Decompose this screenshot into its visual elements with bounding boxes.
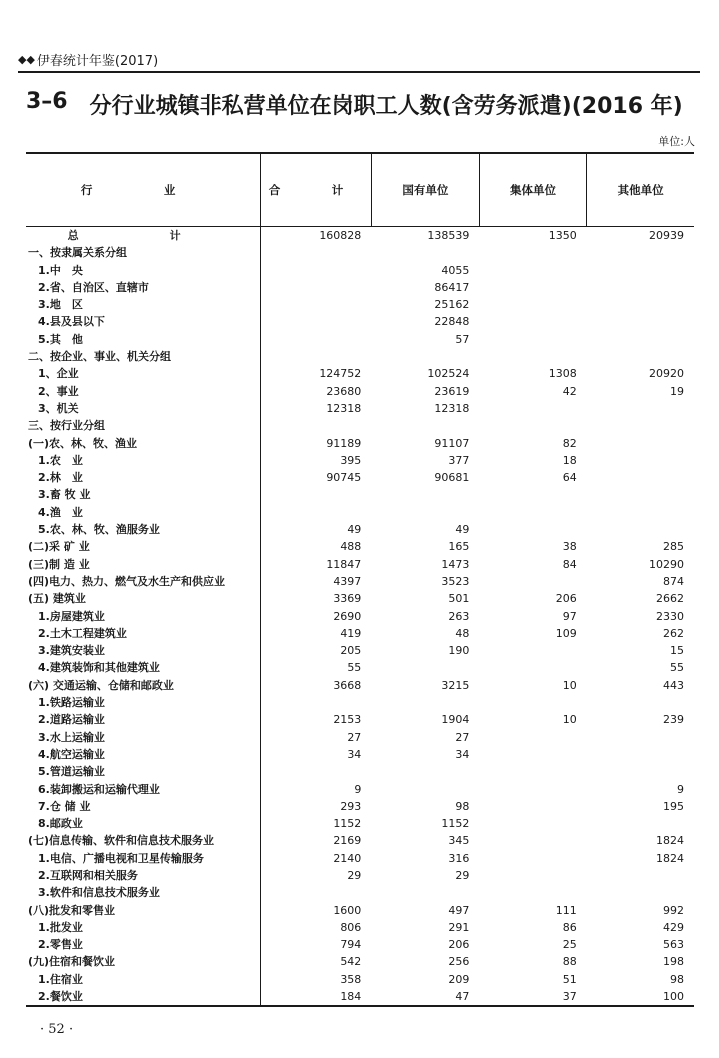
row-label: (五) 建筑业 [26,590,261,607]
row-label: (一)农、林、牧、渔业 [26,435,261,452]
cell-collective: 1350 [548,229,577,242]
table-row [26,365,694,382]
cell-state: 291 [448,920,470,934]
row-label: 一、按隶属关系分组 [26,244,261,261]
cell-total [261,763,372,780]
cell-collective [479,573,586,590]
col-header-collective: 集体单位 [479,153,586,227]
table-row [26,435,694,452]
cell-total: 2169 [333,834,362,848]
cell-total: 794 [340,938,362,952]
book-title: 伊春统计年鉴(2017) [36,54,159,69]
cell-state: 190 [448,644,470,658]
row-label: 1.中 央 [26,262,261,279]
cell-state: 29 [455,868,470,882]
row-label: 总 计 [26,227,261,245]
cell-total: 23680 [326,384,362,398]
col-header-state: 国有单位 [371,153,479,227]
header-rule [18,71,700,73]
cell-other: 443 [663,678,684,692]
cell-total: 3668 [333,678,362,692]
cell-collective [479,659,586,676]
cell-other [587,746,694,763]
cell-state [371,694,479,711]
cell-collective [479,798,586,815]
cell-collective [479,262,586,279]
cell-other [587,262,694,279]
cell-other: 992 [663,903,684,917]
table-row [26,279,694,296]
cell-collective [479,348,586,365]
cell-state: 316 [448,851,470,865]
cell-state: 377 [448,453,470,467]
cell-collective [479,815,586,832]
cell-total: 49 [347,523,362,537]
running-header [18,50,158,69]
cell-other: 1824 [656,851,684,865]
cell-total: 205 [340,644,362,658]
cell-other [587,815,694,832]
row-label: 3.软件和信息技术服务业 [26,884,261,901]
col-header-total: 合 计 [261,153,372,227]
cell-other [587,244,694,261]
cell-total: 395 [340,453,362,467]
cell-state: 12318 [434,401,470,415]
cell-other [587,435,694,452]
cell-state: 165 [448,540,470,554]
cell-collective [479,642,586,659]
row-label: 5.其 他 [26,331,261,348]
header-row [26,153,694,227]
cell-other: 2662 [656,592,684,606]
cell-total [261,244,372,261]
row-label: 三、按行业分组 [26,417,261,434]
cell-state: 263 [448,609,470,623]
table-row [26,694,694,711]
table-row [26,383,694,400]
cell-total: 11847 [326,557,362,571]
row-label: 1.电信、广播电视和卫星传输服务 [26,850,261,867]
cell-total [261,417,372,434]
cell-collective [479,781,586,798]
table-row [26,729,694,746]
cell-state: 34 [455,747,470,761]
table-row [26,262,694,279]
cell-state [371,781,479,798]
table-row [26,884,694,901]
cell-state [371,486,479,503]
row-label: 4.建筑装饰和其他建筑业 [26,659,261,676]
cell-collective: 86 [562,920,577,934]
table-row [26,988,694,1006]
cell-state: 209 [448,972,470,986]
cell-state: 48 [455,626,470,640]
cell-other [587,313,694,330]
cell-other [587,348,694,365]
col-header-other: 其他单位 [587,153,694,227]
cell-other [587,521,694,538]
cell-other [587,296,694,313]
table-row [26,331,694,348]
cell-collective: 42 [562,384,577,398]
cell-total [261,296,372,313]
page-number: · 52 · [40,1022,74,1037]
row-label: 3、机关 [26,400,261,417]
cell-state: 4055 [441,263,470,277]
cell-other [587,504,694,521]
cell-collective: 1308 [548,367,577,381]
cell-collective: 97 [562,609,577,623]
cell-collective [479,486,586,503]
row-label: 1.铁路运输业 [26,694,261,711]
cell-collective: 25 [562,938,577,952]
cell-collective: 206 [555,592,577,606]
cell-total: 91189 [326,436,362,450]
row-label: 2.互联网和相关服务 [26,867,261,884]
cell-collective [479,504,586,521]
table-row [26,313,694,330]
cell-other: 239 [663,713,684,727]
row-label: 4.航空运输业 [26,746,261,763]
table-row [26,659,694,676]
cell-total [261,331,372,348]
cell-collective [479,417,586,434]
col-header-industry: 行 业 [26,153,261,227]
cell-total [261,262,372,279]
cell-total: 2690 [333,609,362,623]
cell-collective: 64 [562,471,577,485]
cell-other: 20939 [649,229,684,242]
cell-state: 501 [448,592,470,606]
cell-total: 3369 [333,592,362,606]
cell-other [587,729,694,746]
table-row [26,642,694,659]
cell-state: 206 [448,938,470,952]
cell-collective [479,296,586,313]
cell-other [587,417,694,434]
row-label: 2.餐饮业 [26,988,261,1006]
table-row [26,815,694,832]
cell-collective: 37 [479,988,586,1006]
cell-total: 293 [340,799,362,813]
cell-other: 55 [670,661,684,675]
cell-other: 285 [663,540,684,554]
table-number: 3–6 [26,89,68,114]
cell-total [261,279,372,296]
cell-collective: 18 [562,453,577,467]
cell-state: 27 [455,730,470,744]
table-row [26,400,694,417]
cell-total [261,694,372,711]
table-row [26,244,694,261]
cell-collective: 109 [555,626,577,640]
cell-other: 19 [670,384,684,398]
row-label: (三)制 造 业 [26,556,261,573]
table-row [26,469,694,486]
table-row [26,608,694,625]
cell-collective: 82 [562,436,577,450]
table-row [26,746,694,763]
cell-total [261,884,372,901]
cell-total: 34 [347,747,362,761]
cell-collective [479,244,586,261]
cell-total: 9 [354,782,362,796]
row-label: 4.县及县以下 [26,313,261,330]
cell-collective [479,279,586,296]
cell-other [587,763,694,780]
cell-other: 20920 [649,367,684,381]
cell-state: 138539 [427,229,470,242]
cell-state [371,884,479,901]
cell-total [261,313,372,330]
cell-other: 98 [670,972,684,986]
cell-total: 4397 [333,574,362,588]
cell-total: 358 [340,972,362,986]
row-label: 3.地 区 [26,296,261,313]
cell-state: 345 [448,834,470,848]
cell-total [261,348,372,365]
table-row [26,850,694,867]
cell-collective: 10 [562,713,577,727]
cell-state: 3215 [441,678,470,692]
row-label: 2、事业 [26,383,261,400]
cell-collective: 51 [562,972,577,986]
row-label: 1.批发业 [26,919,261,936]
cell-collective [479,331,586,348]
table-row [26,452,694,469]
cell-total: 55 [347,661,362,675]
row-label: (二)采 矿 业 [26,538,261,555]
cell-state: 23619 [434,384,470,398]
row-label: (六) 交通运输、仓储和邮政业 [26,677,261,694]
cell-other: 1824 [656,834,684,848]
table-row [26,348,694,365]
row-label: 6.装卸搬运和运输代理业 [26,781,261,798]
table-row [26,867,694,884]
cell-total: 419 [340,626,362,640]
table-row [26,296,694,313]
table-title-text: 分行业城镇非私营单位在岗职工人数(含劳务派遣)(2016 年) [89,94,683,119]
cell-state: 49 [455,523,470,537]
cell-state: 47 [371,988,479,1006]
diamond-icon: ◆◆ [18,53,35,66]
cell-state: 1473 [441,557,470,571]
row-label: (七)信息传输、软件和信息技术服务业 [26,832,261,849]
row-label: 二、按企业、事业、机关分组 [26,348,261,365]
table-row [26,573,694,590]
row-label: 3.畜 牧 业 [26,486,261,503]
row-label: 8.邮政业 [26,815,261,832]
table-row [26,971,694,988]
cell-other: 198 [663,955,684,969]
cell-state: 497 [448,903,470,917]
cell-other [587,400,694,417]
cell-state: 25162 [434,298,470,312]
cell-other: 429 [663,920,684,934]
cell-other: 874 [663,574,684,588]
cell-state: 22848 [434,315,470,329]
unit-label: 单位:人 [658,135,695,148]
cell-total: 542 [340,955,362,969]
cell-state: 90681 [434,471,470,485]
cell-collective: 84 [562,557,577,571]
table-row [26,504,694,521]
cell-total: 488 [340,540,362,554]
cell-other [587,884,694,901]
row-label: (八)批发和零售业 [26,902,261,919]
table-row [26,590,694,607]
row-label: 5.农、林、牧、渔服务业 [26,521,261,538]
cell-collective: 38 [562,540,577,554]
table-body [26,227,694,1007]
table-row [26,486,694,503]
cell-total: 2140 [333,851,362,865]
row-label: 3.水上运输业 [26,729,261,746]
cell-state: 256 [448,955,470,969]
cell-other [587,694,694,711]
table-row [26,677,694,694]
row-label: 2.土木工程建筑业 [26,625,261,642]
cell-state: 57 [455,332,470,346]
cell-other [587,331,694,348]
cell-state: 91107 [434,436,470,450]
cell-collective [479,850,586,867]
cell-other: 15 [670,644,684,658]
cell-other [587,486,694,503]
cell-collective [479,832,586,849]
row-label: 2.零售业 [26,936,261,953]
cell-other: 100 [587,988,694,1006]
row-label: (四)电力、热力、燃气及水生产和供应业 [26,573,261,590]
cell-total: 124752 [319,367,362,381]
cell-other [587,452,694,469]
cell-state: 3523 [441,574,470,588]
cell-state: 86417 [434,280,470,294]
cell-total: 160828 [319,229,362,242]
row-label: 2.省、自治区、直辖市 [26,279,261,296]
cell-total: 2153 [333,713,362,727]
cell-state [371,348,479,365]
cell-state: 1152 [441,817,470,831]
table-row [26,538,694,555]
cell-collective [479,867,586,884]
table-row [26,936,694,953]
cell-collective [479,884,586,901]
cell-total: 29 [347,868,362,882]
cell-collective: 10 [562,678,577,692]
cell-total: 27 [347,730,362,744]
table-row [26,781,694,798]
table-row [26,625,694,642]
table-row [26,919,694,936]
cell-state [371,244,479,261]
cell-collective: 88 [562,955,577,969]
table-row [26,832,694,849]
cell-state [371,763,479,780]
cell-other [587,867,694,884]
row-label: 7.仓 储 业 [26,798,261,815]
cell-state: 102524 [427,367,470,381]
table-row [26,953,694,970]
cell-other [587,469,694,486]
row-label: (九)住宿和餐饮业 [26,953,261,970]
cell-total: 12318 [326,401,362,415]
cell-collective [479,763,586,780]
table-row [26,417,694,434]
cell-total: 90745 [326,471,362,485]
cell-other: 9 [677,782,684,796]
cell-other [587,279,694,296]
table-row [26,763,694,780]
row-label: 4.渔 业 [26,504,261,521]
cell-other: 563 [663,938,684,952]
row-label: 1、企业 [26,365,261,382]
table-row [26,798,694,815]
cell-total: 184 [261,988,372,1006]
cell-other: 195 [663,799,684,813]
cell-other: 10290 [649,557,684,571]
cell-other: 2330 [656,609,684,623]
data-table [26,152,694,1007]
cell-collective [479,746,586,763]
cell-other: 262 [663,626,684,640]
cell-state [371,417,479,434]
cell-collective: 111 [555,903,577,917]
table-row [26,227,694,245]
row-label: 1.住宿业 [26,971,261,988]
row-label: 1.房屋建筑业 [26,608,261,625]
cell-state: 98 [455,799,470,813]
row-label: 1.农 业 [26,452,261,469]
table-row [26,556,694,573]
row-label: 3.建筑安装业 [26,642,261,659]
cell-collective [479,521,586,538]
row-label: 2.道路运输业 [26,711,261,728]
cell-state [371,659,479,676]
cell-collective [479,729,586,746]
cell-total: 806 [340,920,362,934]
row-label: 5.管道运输业 [26,763,261,780]
table-title [26,89,683,120]
table-row [26,902,694,919]
cell-collective [479,313,586,330]
row-label: 2.林 业 [26,469,261,486]
cell-state: 1904 [441,713,470,727]
table-row [26,711,694,728]
cell-total: 1152 [333,817,362,831]
cell-collective [479,694,586,711]
table-row [26,521,694,538]
cell-total: 1600 [333,903,362,917]
cell-state [371,504,479,521]
cell-total [261,504,372,521]
cell-total [261,486,372,503]
cell-collective [479,400,586,417]
